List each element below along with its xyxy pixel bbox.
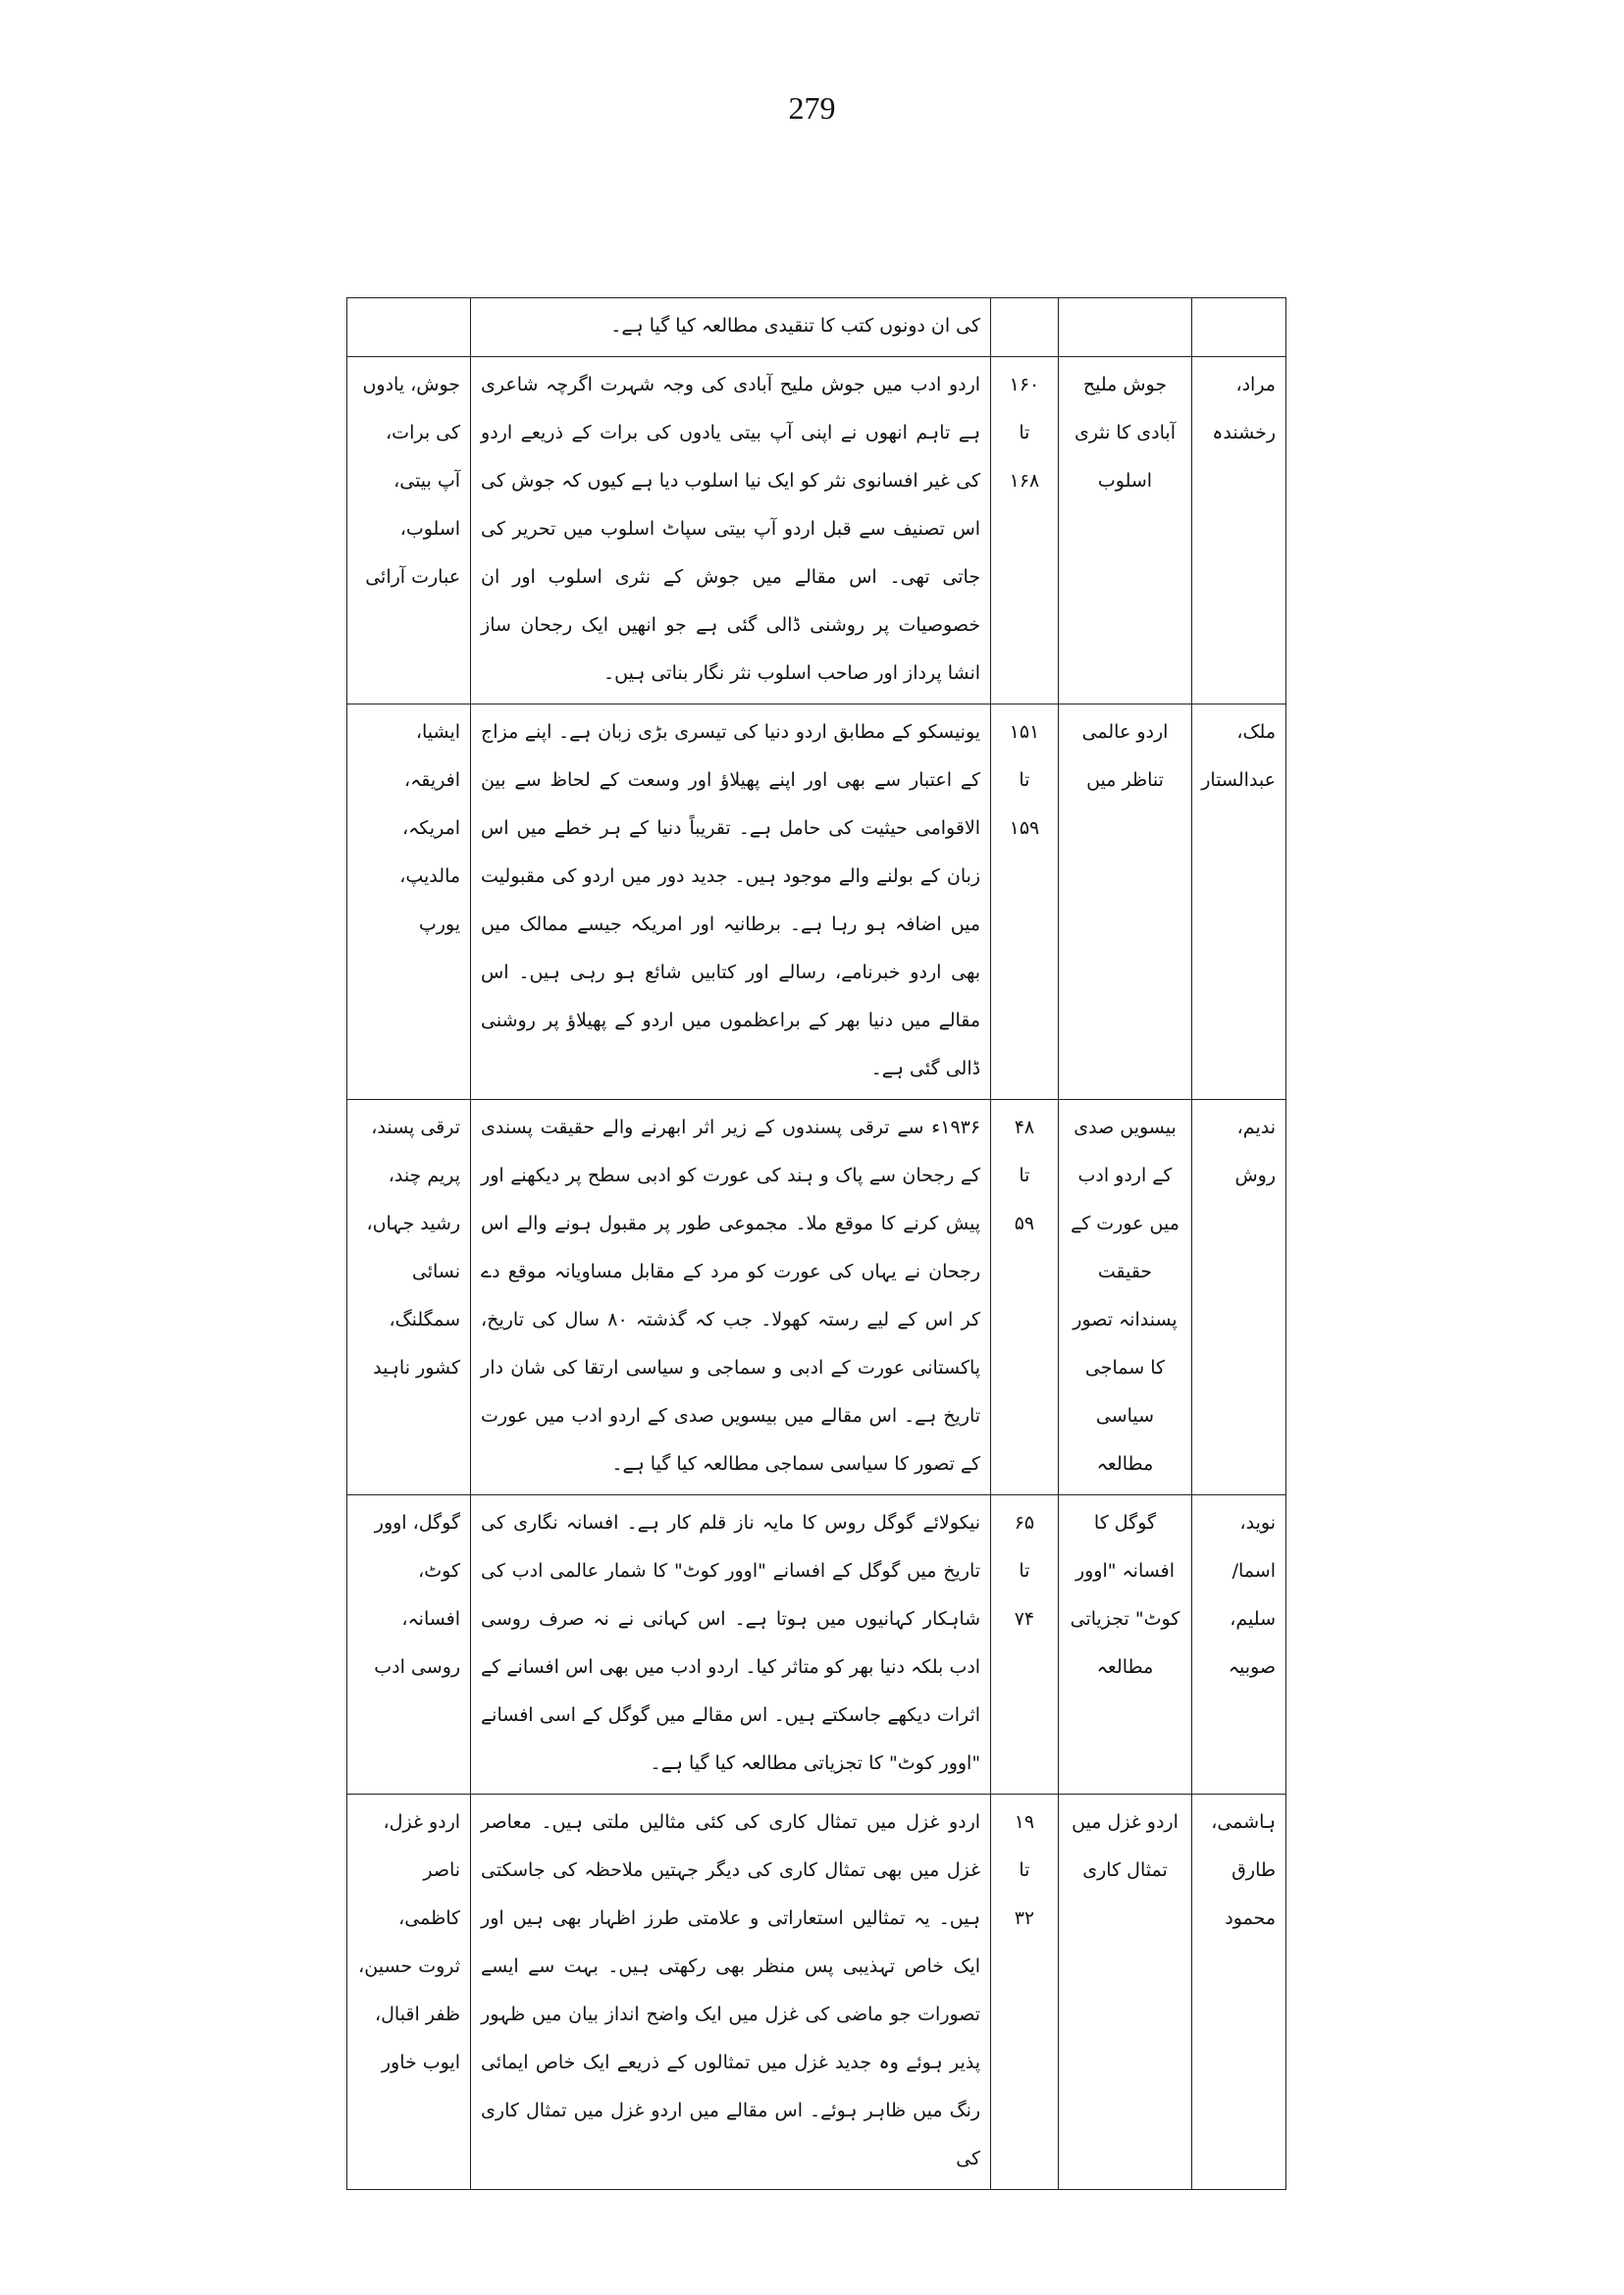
title-cell: گوگل کا افسانہ "اوور کوٹ" تجزیاتی مطالعہ bbox=[1058, 1495, 1191, 1795]
keywords-cell bbox=[347, 298, 471, 357]
author-cell: مراد، رخشندہ bbox=[1192, 357, 1286, 704]
pages-cell bbox=[991, 357, 1059, 704]
pages-cell bbox=[991, 1795, 1059, 2190]
page-to: ۷۴ bbox=[1014, 1608, 1035, 1630]
page-from: ۱۵۱ bbox=[1009, 721, 1040, 743]
page-from: ۱۹ bbox=[1014, 1811, 1035, 1833]
pages-cell bbox=[991, 704, 1059, 1100]
page-from: ۱۶۰ bbox=[1009, 374, 1040, 395]
page-from: ۶۵ bbox=[1014, 1512, 1035, 1534]
table-row bbox=[347, 298, 1286, 357]
page-from: ۴۸ bbox=[1014, 1117, 1035, 1138]
keywords-cell: اردو غزل، ناصر کاظمی، ثروت حسین، ظفر اقبال، ایوب خاور bbox=[347, 1795, 471, 2190]
summary-cell: ۱۹۳۶ء سے ترقی پسندوں کے زیر اثر ابھرنے والے حقیقت پسندی کے رجحان سے پاک و ہند کی عورت کو ادبی سطح پر دیکھنے اور پیش کرنے کا موقع ملا۔ مجموعی طور پر مقبول ہونے والے اس رجحان نے یہاں کی عورت کو مرد کے مقابل مساویانہ موقع دے کر اس کے لیے رستہ کھولا۔ جب کہ گذشتہ ۸۰ سال کی تاریخ، پاکستانی عورت کے ادبی و سماجی و سیاسی ارتقا کی شان دار تاریخ ہے۔ اس مقالے میں بیسویں صدی کے اردو ادب میں عورت کے تصور کا سیاسی سماجی مطالعہ کیا گیا ہے۔ bbox=[471, 1100, 991, 1495]
title-cell: جوش ملیح آبادی کا نثری اسلوب bbox=[1058, 357, 1191, 704]
title-cell: اردو غزل میں تمثال کاری bbox=[1058, 1795, 1191, 2190]
keywords-cell: گوگل، اوور کوٹ، افسانہ، روسی ادب bbox=[347, 1495, 471, 1795]
page-sep: تا bbox=[1019, 1560, 1030, 1582]
summary-cell: اردو غزل میں تمثال کاری کی کئی مثالیں ملتی ہیں۔ معاصر غزل میں بھی تمثال کاری کی دیگر جہتیں ملاحظہ کی جاسکتی ہیں۔ یہ تمثالیں استعاراتی و علامتی طرز اظہار بھی ہیں اور ایک خاص تہذیبی پس منظر بھی رکھتی ہیں۔ بہت سے ایسے تصورات جو ماضی کی غزل میں ایک واضح انداز بیان میں ظہور پذیر ہوئے وہ جدید غزل میں تمثالوں کے ذریعے ایک خاص ایمائی رنگ میں ظاہر ہوئے۔ اس مقالے میں اردو غزل میں تمثال کاری کی bbox=[471, 1795, 991, 2190]
author-cell bbox=[1192, 298, 1286, 357]
table-row bbox=[347, 357, 1286, 704]
author-cell: ملک، عبدالستار bbox=[1192, 704, 1286, 1100]
summary-cell: اردو ادب میں جوش ملیح آبادی کی وجہ شہرت اگرچہ شاعری ہے تاہم انھوں نے اپنی آپ بیتی یادوں کی برات کے ذریعے اردو کی غیر افسانوی نثر کو ایک نیا اسلوب دیا ہے کیوں کہ جوش کی اس تصنیف سے قبل اردو آپ بیتی سپاٹ اسلوب میں تحریر کی جاتی تھی۔ اس مقالے میں جوش کے نثری اسلوب اور ان خصوصیات پر روشنی ڈالی گئی ہے جو انھیں ایک رجحان ساز انشا پرداز اور صاحب اسلوب نثر نگار بناتی ہیں۔ bbox=[471, 357, 991, 704]
author-cell: ندیم، روش bbox=[1192, 1100, 1286, 1495]
title-cell bbox=[1058, 298, 1191, 357]
table-row bbox=[347, 1495, 1286, 1795]
title-cell: اردو عالمی تناظر میں bbox=[1058, 704, 1191, 1100]
table-row bbox=[347, 704, 1286, 1100]
pages-cell bbox=[991, 1100, 1059, 1495]
author-cell: ہاشمی، طارق محمود bbox=[1192, 1795, 1286, 2190]
keywords-cell: ترقی پسند، پریم چند، رشید جہاں، نسائی سمگلنگ، کشور ناہید bbox=[347, 1100, 471, 1495]
table-row bbox=[347, 1795, 1286, 2190]
title-cell: بیسویں صدی کے اردو ادب میں عورت کے حقیقت پسندانہ تصور کا سماجی سیاسی مطالعہ bbox=[1058, 1100, 1191, 1495]
table-row bbox=[347, 1100, 1286, 1495]
author-cell: نوید، اسما/ سلیم، صوبیہ bbox=[1192, 1495, 1286, 1795]
keywords-cell: جوش، یادوں کی برات، آپ بیتی، اسلوب، عبارت آرائی bbox=[347, 357, 471, 704]
page-to: ۳۲ bbox=[1014, 1907, 1035, 1929]
page-to: ۵۹ bbox=[1014, 1213, 1035, 1234]
pages-cell bbox=[991, 1495, 1059, 1795]
page-number: 279 bbox=[788, 90, 836, 126]
summary-cell: نیکولائے گوگل روس کا مایہ ناز قلم کار ہے۔ افسانہ نگاری کی تاریخ میں گوگل کے افسانے "اوور کوٹ" کا شمار عالمی ادب کی شاہکار کہانیوں میں ہوتا ہے۔ اس کہانی نے نہ صرف روسی ادب بلکہ دنیا بھر کو متاثر کیا۔ اردو ادب میں بھی اس افسانے کے اثرات دیکھے جاسکتے ہیں۔ اس مقالے میں گوگل کے اسی افسانے "اوور کوٹ" کا تجزیاتی مطالعہ کیا گیا ہے۔ bbox=[471, 1495, 991, 1795]
summary-cell: یونیسکو کے مطابق اردو دنیا کی تیسری بڑی زبان ہے۔ اپنے مزاج کے اعتبار سے بھی اور اپنے پھیلاؤ اور وسعت کے لحاظ سے بین الاقوامی حیثیت کی حامل ہے۔ تقریباً دنیا کے ہر خطے میں اس زبان کے بولنے والے موجود ہیں۔ جدید دور میں اردو کی مقبولیت میں اضافہ ہو رہا ہے۔ برطانیہ اور امریکہ جیسے ممالک میں بھی اردو خبرنامے، رسالے اور کتابیں شائع ہو رہی ہیں۔ اس مقالے میں دنیا بھر کے براعظموں میں اردو کے پھیلاؤ پر روشنی ڈالی گئی ہے۔ bbox=[471, 704, 991, 1100]
page-sep: تا bbox=[1019, 769, 1030, 791]
page-to: ۱۶۸ bbox=[1009, 470, 1040, 492]
article-index-table bbox=[346, 297, 1286, 2190]
page-to: ۱۵۹ bbox=[1009, 817, 1040, 839]
keywords-cell: ایشیا، افریقہ، امریکہ، مالدیپ، یورپ bbox=[347, 704, 471, 1100]
summary-cell: کی ان دونوں کتب کا تنقیدی مطالعہ کیا گیا ہے۔ bbox=[471, 298, 991, 357]
page-sep: تا bbox=[1019, 1859, 1030, 1881]
page-sep: تا bbox=[1019, 422, 1030, 443]
page-sep: تا bbox=[1019, 1165, 1030, 1186]
pages-cell bbox=[991, 298, 1059, 357]
